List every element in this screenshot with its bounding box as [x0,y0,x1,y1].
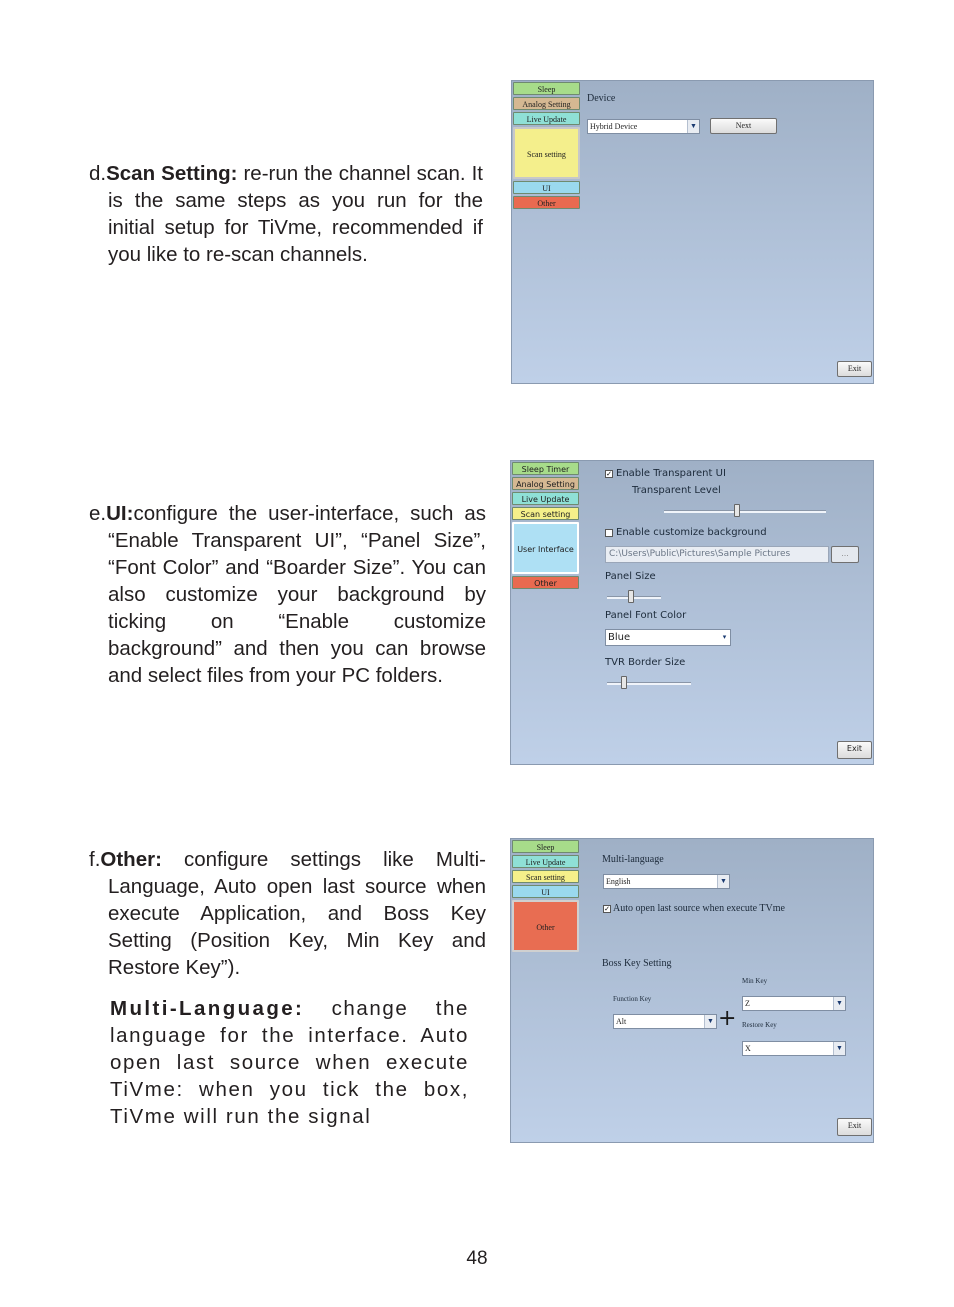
tab-scan-setting[interactable]: Scan setting [512,507,579,520]
tab-ui[interactable]: UI [512,885,579,898]
transparent-level-track [664,510,826,513]
panel-size-label: Panel Size [605,571,656,582]
tab-other[interactable]: Other [512,900,579,952]
exit-button[interactable]: Exit [837,361,872,377]
checkmark-icon: ✓ [604,905,610,913]
section-d-title: Scan Setting: [106,162,238,185]
min-key-select[interactable] [742,996,846,1011]
tab-sleep[interactable]: Sleep [513,82,580,95]
exit-button[interactable]: Exit [837,1118,872,1136]
section-f2 [110,995,469,1130]
tab-user-interface[interactable]: User Interface [512,522,579,574]
user-interface-screenshot [510,460,874,765]
chevron-down-icon: ▼ [717,875,729,888]
transparent-level-slider[interactable] [734,504,740,517]
section-d [89,160,483,268]
section-e-title: UI: [106,502,134,525]
tab-live-update[interactable]: Live Update [512,492,579,505]
font-color-label: Panel Font Color [605,610,687,621]
font-color-value: Blue [608,632,631,643]
bg-path-input[interactable]: C:\Users\Public\Pictures\Sample Pictures [605,546,829,563]
panel-size-slider[interactable] [628,590,634,603]
enable-transparent-label: Enable Transparent UI [616,468,726,479]
plus-icon: + [718,1006,737,1031]
enable-bg-checkbox[interactable] [605,529,613,537]
browse-button[interactable]: ... [831,546,859,563]
section-f [89,846,486,981]
exit-button[interactable]: Exit [837,741,872,759]
multi-language-label: Multi-language [602,854,664,865]
section-f-title: Other: [100,848,162,871]
tab-other[interactable]: Other [513,196,580,209]
tab-scan-setting[interactable]: Scan setting [513,127,580,179]
next-button[interactable]: Next [710,118,777,134]
tab-other[interactable]: Other [512,576,579,589]
page-number: 48 [466,1248,488,1269]
settings-tabs [512,840,579,954]
device-label: Device [587,93,616,104]
font-color-select[interactable] [605,629,731,646]
section-e-prefix: e. [89,502,107,525]
function-key-label: Function Key [613,995,652,1003]
auto-open-label: Auto open last source when execute TVme [613,903,785,914]
function-key-select[interactable] [613,1014,717,1029]
device-select[interactable] [587,119,700,134]
settings-tabs [512,462,579,591]
section-f2-title: Multi-Language: [110,997,305,1020]
restore-key-label: Restore Key [742,1021,777,1029]
section-e-body: configure the user-interface, such as “Enable Transparent UI”, “Panel Size”, “Font Color” and “Boarder Size”. You can also customize your background by ticking on “Enable customize background” and then you can browse and select files from your PC folders. [108,502,486,687]
checkmark-icon: ✓ [606,470,612,478]
section-d-prefix: d. [89,162,107,185]
language-select-value: English [606,877,631,886]
language-select[interactable] [603,874,730,889]
border-size-slider[interactable] [621,676,627,689]
enable-transparent-checkbox[interactable] [605,470,613,478]
tab-scan-setting[interactable]: Scan setting [512,870,579,883]
restore-key-select[interactable] [742,1041,846,1056]
section-f-body: configure settings like Multi-Language, Auto open last source when execute Application, and Boss Key Setting (Position Key, Min Key and Restore Key”). [108,848,486,979]
min-key-label: Min Key [742,977,768,985]
tab-sleep-timer[interactable]: Sleep Timer [512,462,579,475]
transparent-level-label: Transparent Level [632,485,721,496]
section-f2-body: change the language for the interface. Auto open last source when execute TiVme: when you tick the box, TiVme will run the signal [110,997,469,1128]
tab-live-update[interactable]: Live Update [513,112,580,125]
boss-key-label: Boss Key Setting [602,958,672,969]
chevron-down-icon: ▼ [687,120,699,133]
chevron-down-icon: ▼ [833,1042,845,1055]
tab-live-update[interactable]: Live Update [512,855,579,868]
tab-sleep[interactable]: Sleep [512,840,579,853]
scan-setting-screenshot [511,80,874,384]
section-e [89,500,486,689]
section-f-prefix: f. [89,848,101,871]
other-screenshot [510,838,874,1143]
section-d-body: re-run the channel scan. It is the same steps as you run for the initial setup for TiVme, recommended if you like to re-scan channels. [108,162,483,266]
border-size-label: TVR Border Size [605,657,686,668]
min-key-value: Z [745,999,750,1008]
border-size-track [607,682,691,685]
tab-analog-setting[interactable]: Analog Setting [512,477,579,490]
chevron-down-icon: ▾ [719,630,730,645]
chevron-down-icon: ▼ [833,997,845,1010]
device-select-value: Hybrid Device [590,122,638,131]
function-key-value: Alt [616,1017,627,1026]
tab-analog-setting[interactable]: Analog Setting [513,97,580,110]
restore-key-value: X [745,1044,751,1053]
enable-bg-label: Enable customize background [616,527,767,538]
chevron-down-icon: ▼ [704,1015,716,1028]
auto-open-checkbox[interactable] [603,905,611,913]
tab-ui[interactable]: UI [513,181,580,194]
settings-tabs [513,82,580,211]
